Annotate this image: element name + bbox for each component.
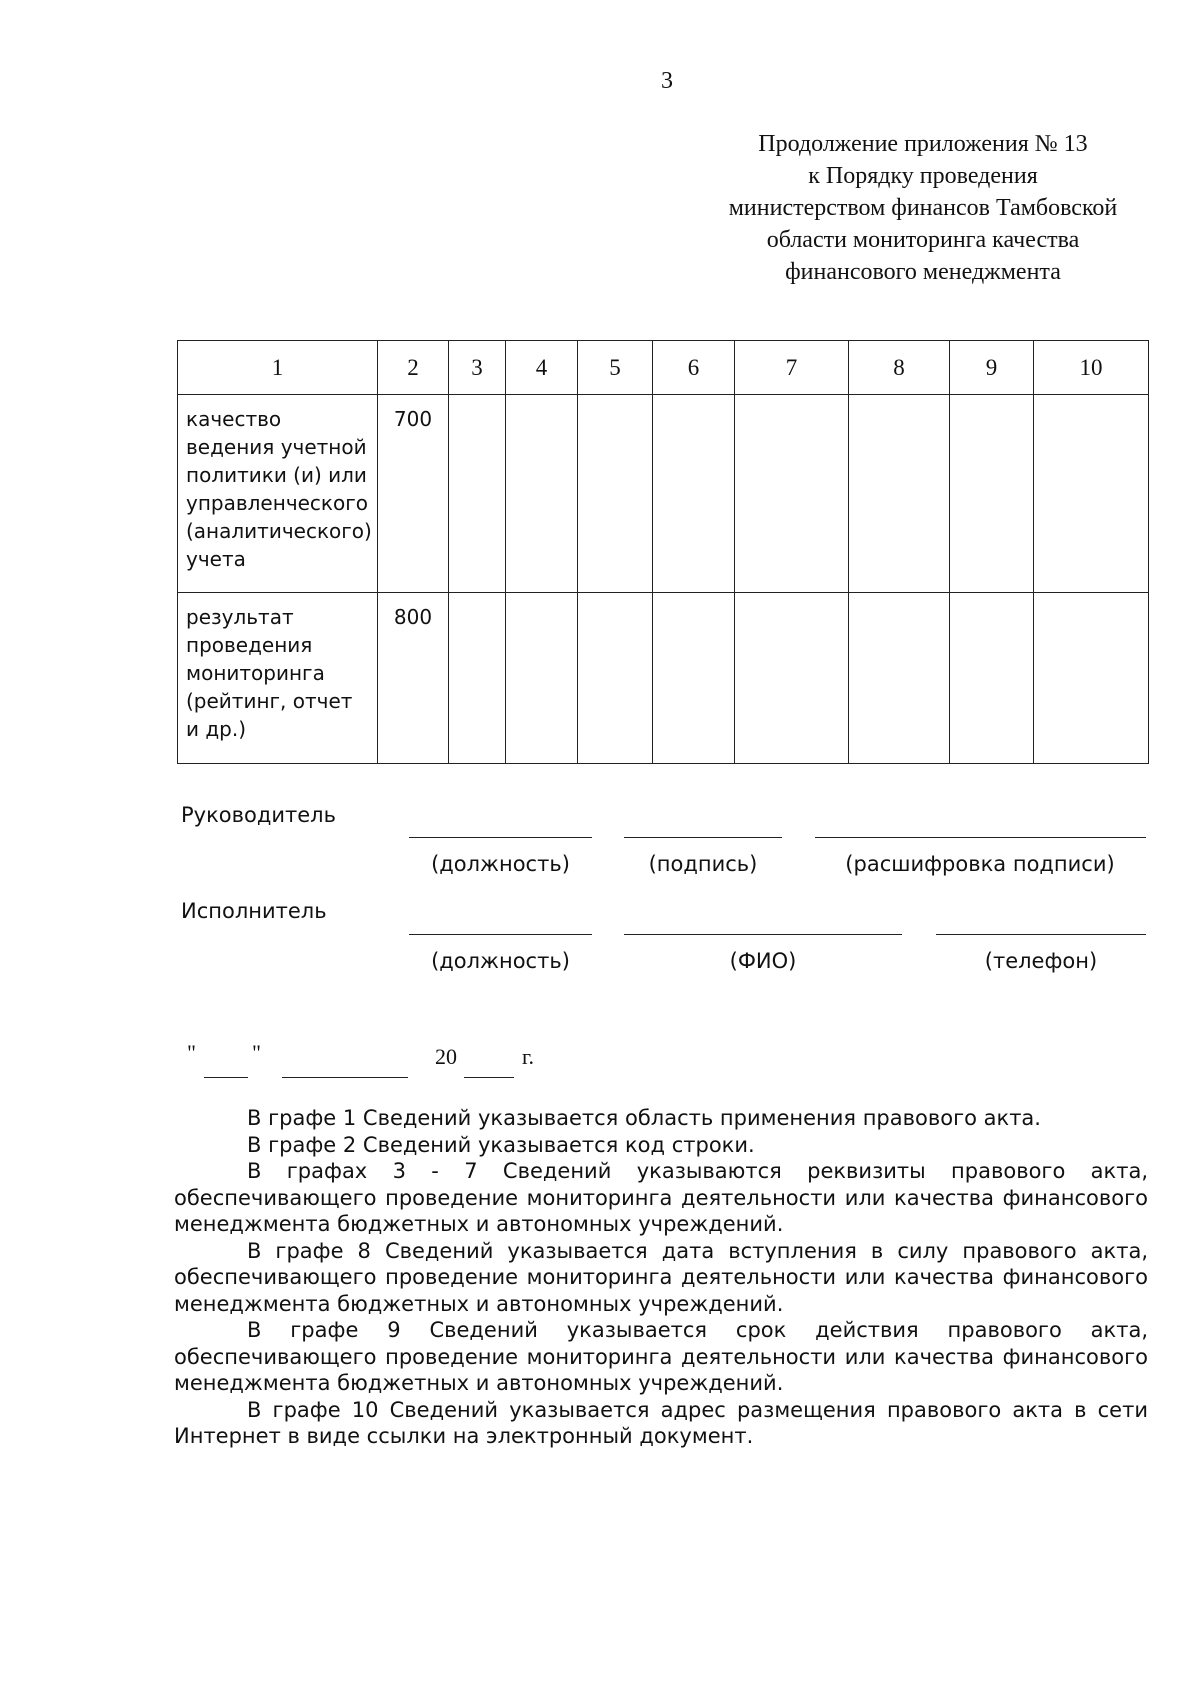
head-signature-line [624,837,782,838]
column-header: 2 [378,341,449,395]
appendix-line: к Порядку проведения [808,163,1038,189]
empty-cell [653,395,735,593]
row-label-line: ведения учетной [186,435,367,459]
row-code-cell: 700 [378,395,449,593]
note-paragraph: В графе 9 Сведений указывается срок действия правового акта, обеспечивающего проведение мониторинга деятельности или качества финансового менеджмента бюджетных и автономных учреждений. [174,1318,1148,1395]
column-header: 1 [178,341,378,395]
row-label-line: (рейтинг, отчет [186,689,353,713]
appendix-header [690,128,1156,288]
empty-cell [849,395,950,593]
empty-cell [950,593,1034,764]
head-position-line [409,837,592,838]
note-paragraph: В графе 2 Сведений указывается код строки. [247,1132,755,1157]
date-year-line [464,1077,514,1078]
empty-cell [449,593,506,764]
column-header: 7 [735,341,849,395]
date-month-line [282,1077,408,1078]
empty-cell [1034,593,1149,764]
column-header: 9 [950,341,1034,395]
table-header-row [178,341,1149,395]
appendix-line: области мониторинга качества [766,227,1080,253]
notes-section [174,1105,1148,1450]
empty-cell [950,395,1034,593]
row-label-cell [178,593,378,764]
date-year-suffix: г. [522,1044,535,1069]
empty-cell [653,593,735,764]
table-row [178,593,1149,764]
empty-cell [735,593,849,764]
row-label-cell [178,395,378,593]
row-label-line: учета [186,547,246,571]
executor-label: Исполнитель [181,899,327,923]
executor-name-caption: (ФИО) [729,949,797,973]
executor-phone-line [936,934,1146,935]
head-signature-caption: (подпись) [648,852,758,876]
row-label-line: и др.) [186,717,247,741]
column-header: 10 [1034,341,1149,395]
empty-cell [578,395,653,593]
empty-cell [506,395,578,593]
page-number: 3 [661,68,673,94]
row-label-line: проведения [186,633,313,657]
note-paragraph: В графах 3 - 7 Сведений указываются реквизиты правового акта, обеспечивающего проведение мониторинга деятельности или качества финансового менеджмента бюджетных и автономных учреждений. [174,1159,1148,1236]
note-paragraph: В графе 1 Сведений указывается область применения правового акта. [247,1106,1041,1130]
head-decoding-line [815,837,1146,838]
note-paragraph: В графе 10 Сведений указывается адрес размещения правового акта в сети Интернет в виде ссылки на электронный документ. [174,1397,1148,1448]
head-label: Руководитель [181,803,336,827]
empty-cell [735,395,849,593]
empty-cell [578,593,653,764]
info-table [177,340,1149,764]
row-label-line: качество [186,407,282,431]
appendix-line: финансового менеджмента [785,259,1061,285]
column-header: 3 [449,341,506,395]
date-quote-close: " [252,1040,261,1065]
empty-cell [449,395,506,593]
executor-name-line [624,934,902,935]
empty-cell [849,593,950,764]
table-row [178,395,1149,593]
executor-position-line [409,934,592,935]
row-label-line: управленческого [186,491,368,515]
empty-cell [1034,395,1149,593]
appendix-line: министерством финансов Тамбовской [728,195,1118,221]
executor-position-caption: (должность) [431,949,570,973]
column-header: 6 [653,341,735,395]
date-year-prefix: 20 [435,1044,457,1069]
row-label-line: политики (и) или [186,463,367,487]
row-label-line: результат [186,605,294,629]
row-label-line: мониторинга [186,661,325,685]
head-position-caption: (должность) [431,852,570,876]
head-decoding-caption: (расшифровка подписи) [845,852,1115,876]
date-quote-open: " [187,1040,196,1065]
column-header: 5 [578,341,653,395]
row-label-line: (аналитического) [186,519,372,543]
column-header: 4 [506,341,578,395]
row-code-cell: 800 [378,593,449,764]
executor-phone-caption: (телефон) [984,949,1098,973]
appendix-line: Продолжение приложения № 13 [758,131,1088,157]
note-paragraph: В графе 8 Сведений указывается дата вступления в силу правового акта, обеспечивающего проведение мониторинга деятельности или качества финансового менеджмента бюджетных и автономных учреждений. [174,1238,1148,1316]
empty-cell [506,593,578,764]
date-day-line [204,1077,248,1078]
column-header: 8 [849,341,950,395]
